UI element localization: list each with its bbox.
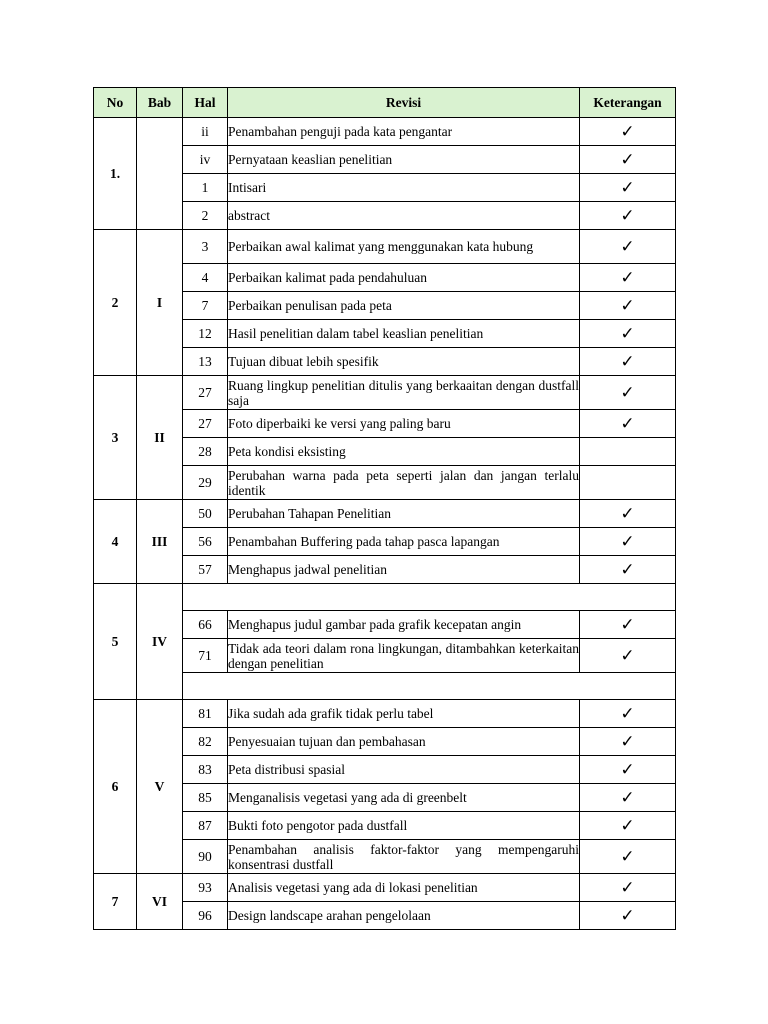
check-icon: ✓ bbox=[620, 731, 635, 751]
row-hal: 87 bbox=[183, 812, 228, 840]
row-revisi: Bukti foto pengotor pada dustfall bbox=[228, 812, 580, 840]
table-row bbox=[94, 700, 676, 728]
row-hal: 2 bbox=[183, 202, 228, 230]
group-no: 2 bbox=[94, 230, 137, 376]
check-icon: ✓ bbox=[620, 295, 635, 315]
row-hal: ii bbox=[183, 118, 228, 146]
row-revisi: Peta kondisi eksisting bbox=[228, 438, 580, 466]
row-revisi: Penambahan penguji pada kata pengantar bbox=[228, 118, 580, 146]
blank-cell bbox=[183, 673, 676, 700]
row-hal: 57 bbox=[183, 556, 228, 584]
check-icon: ✓ bbox=[620, 351, 635, 371]
row-keterangan bbox=[580, 320, 676, 348]
row-keterangan bbox=[580, 292, 676, 320]
row-hal: 83 bbox=[183, 756, 228, 784]
table-row bbox=[94, 376, 676, 410]
row-hal: 29 bbox=[183, 466, 228, 500]
row-revisi: Tujuan dibuat lebih spesifik bbox=[228, 348, 580, 376]
row-revisi: Intisari bbox=[228, 174, 580, 202]
row-revisi: Analisis vegetasi yang ada di lokasi penelitian bbox=[228, 874, 580, 902]
row-hal: 28 bbox=[183, 438, 228, 466]
row-keterangan bbox=[580, 264, 676, 292]
check-icon: ✓ bbox=[620, 759, 635, 779]
row-keterangan bbox=[580, 700, 676, 728]
row-revisi: Penyesuaian tujuan dan pembahasan bbox=[228, 728, 580, 756]
header-hal: Hal bbox=[183, 88, 228, 118]
group-bab: V bbox=[137, 700, 183, 874]
table-row bbox=[94, 874, 676, 902]
table-row bbox=[94, 118, 676, 146]
row-revisi: Foto diperbaiki ke versi yang paling baru bbox=[228, 410, 580, 438]
row-keterangan bbox=[580, 376, 676, 410]
row-hal: 3 bbox=[183, 230, 228, 264]
row-hal: 13 bbox=[183, 348, 228, 376]
row-keterangan bbox=[580, 812, 676, 840]
row-revisi: Menghapus judul gambar pada grafik kecepatan angin bbox=[228, 611, 580, 639]
table-header-row bbox=[94, 88, 676, 118]
group-no: 5 bbox=[94, 584, 137, 700]
group-bab: III bbox=[137, 500, 183, 584]
row-keterangan bbox=[580, 466, 676, 500]
group-no: 7 bbox=[94, 874, 137, 930]
check-icon: ✓ bbox=[620, 614, 635, 634]
row-keterangan bbox=[580, 146, 676, 174]
row-hal: 96 bbox=[183, 902, 228, 930]
revision-table bbox=[93, 87, 676, 930]
check-icon: ✓ bbox=[620, 531, 635, 551]
row-keterangan bbox=[580, 784, 676, 812]
table-row bbox=[94, 500, 676, 528]
row-hal: 27 bbox=[183, 410, 228, 438]
row-hal: 93 bbox=[183, 874, 228, 902]
row-keterangan bbox=[580, 410, 676, 438]
table-row bbox=[94, 230, 676, 264]
row-revisi: Menghapus jadwal penelitian bbox=[228, 556, 580, 584]
row-keterangan bbox=[580, 902, 676, 930]
row-revisi: Perbaikan kalimat pada pendahuluan bbox=[228, 264, 580, 292]
check-icon: ✓ bbox=[620, 149, 635, 169]
row-revisi: Penambahan Buffering pada tahap pasca lapangan bbox=[228, 528, 580, 556]
row-revisi: Peta distribusi spasial bbox=[228, 756, 580, 784]
row-hal: 56 bbox=[183, 528, 228, 556]
group-no: 6 bbox=[94, 700, 137, 874]
check-icon: ✓ bbox=[620, 559, 635, 579]
row-revisi: Ruang lingkup penelitian ditulis yang berkaaitan dengan dustfall saja bbox=[228, 377, 579, 408]
group-bab: VI bbox=[137, 874, 183, 930]
check-icon: ✓ bbox=[620, 413, 635, 433]
row-keterangan bbox=[580, 174, 676, 202]
check-icon: ✓ bbox=[620, 177, 635, 197]
header-revisi: Revisi bbox=[228, 88, 580, 118]
group-no: 4 bbox=[94, 500, 137, 584]
row-hal: 81 bbox=[183, 700, 228, 728]
check-icon: ✓ bbox=[620, 846, 635, 866]
check-icon: ✓ bbox=[620, 877, 635, 897]
check-icon: ✓ bbox=[620, 645, 635, 665]
row-keterangan bbox=[580, 348, 676, 376]
group-bab: II bbox=[137, 376, 183, 500]
table-row-blank bbox=[94, 584, 676, 611]
row-revisi: Design landscape arahan pengelolaan bbox=[228, 902, 580, 930]
row-hal: 85 bbox=[183, 784, 228, 812]
check-icon: ✓ bbox=[620, 503, 635, 523]
row-hal: 50 bbox=[183, 500, 228, 528]
group-bab: IV bbox=[137, 584, 183, 700]
group-bab: I bbox=[137, 230, 183, 376]
check-icon: ✓ bbox=[620, 787, 635, 807]
group-no: 3 bbox=[94, 376, 137, 500]
row-hal: 27 bbox=[183, 376, 228, 410]
check-icon: ✓ bbox=[620, 815, 635, 835]
row-keterangan bbox=[580, 500, 676, 528]
row-keterangan bbox=[580, 202, 676, 230]
group-no: 1. bbox=[94, 118, 137, 230]
row-keterangan bbox=[580, 118, 676, 146]
row-keterangan bbox=[580, 874, 676, 902]
row-keterangan bbox=[580, 528, 676, 556]
row-hal: 90 bbox=[183, 840, 228, 874]
row-keterangan bbox=[580, 230, 676, 264]
check-icon: ✓ bbox=[620, 703, 635, 723]
check-icon: ✓ bbox=[620, 205, 635, 225]
group-bab bbox=[137, 118, 183, 230]
row-revisi: Perbaikan penulisan pada peta bbox=[228, 292, 580, 320]
row-revisi: Perubahan Tahapan Penelitian bbox=[228, 500, 580, 528]
check-icon: ✓ bbox=[620, 267, 635, 287]
blank-cell bbox=[183, 584, 676, 611]
row-hal: 82 bbox=[183, 728, 228, 756]
row-keterangan bbox=[580, 556, 676, 584]
check-icon: ✓ bbox=[620, 236, 635, 256]
check-icon: ✓ bbox=[620, 121, 635, 141]
row-keterangan bbox=[580, 756, 676, 784]
row-hal: 66 bbox=[183, 611, 228, 639]
check-icon: ✓ bbox=[620, 382, 635, 402]
check-icon: ✓ bbox=[620, 323, 635, 343]
row-hal: iv bbox=[183, 146, 228, 174]
row-revisi: abstract bbox=[228, 202, 580, 230]
row-revisi: Hasil penelitian dalam tabel keaslian penelitian bbox=[228, 320, 580, 348]
row-keterangan bbox=[580, 611, 676, 639]
row-hal: 71 bbox=[183, 639, 228, 673]
row-hal: 1 bbox=[183, 174, 228, 202]
check-icon: ✓ bbox=[620, 905, 635, 925]
header-bab: Bab bbox=[137, 88, 183, 118]
row-keterangan bbox=[580, 840, 676, 874]
header-no: No bbox=[94, 88, 137, 118]
row-revisi: Pernyataan keaslian penelitian bbox=[228, 146, 580, 174]
row-revisi: Jika sudah ada grafik tidak perlu tabel bbox=[228, 700, 580, 728]
row-revisi: Perubahan warna pada peta seperti jalan dan jangan terlalu identik bbox=[228, 467, 579, 498]
row-revisi: Menganalisis vegetasi yang ada di greenbelt bbox=[228, 784, 580, 812]
header-keterangan: Keterangan bbox=[580, 88, 676, 118]
row-keterangan bbox=[580, 639, 676, 673]
row-hal: 7 bbox=[183, 292, 228, 320]
row-revisi: Tidak ada teori dalam rona lingkungan, ditambahkan keterkaitan dengan penelitian bbox=[228, 640, 579, 671]
row-revisi: Penambahan analisis faktor-faktor yang mempengaruhi konsentrasi dustfall bbox=[228, 841, 579, 872]
row-hal: 4 bbox=[183, 264, 228, 292]
row-hal: 12 bbox=[183, 320, 228, 348]
row-keterangan bbox=[580, 728, 676, 756]
row-revisi: Perbaikan awal kalimat yang menggunakan kata hubung bbox=[228, 230, 580, 264]
row-keterangan bbox=[580, 438, 676, 466]
